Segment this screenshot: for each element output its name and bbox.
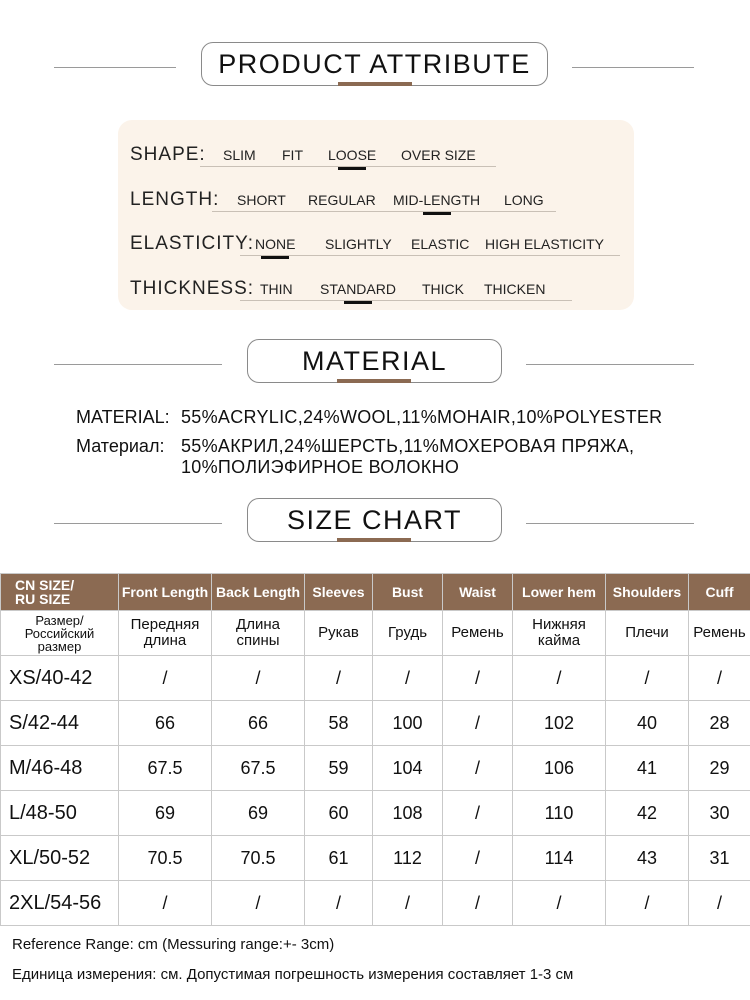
attr-label: LENGTH:	[130, 189, 220, 210]
value-cell: /	[305, 881, 373, 926]
material-ru-value-line2: 10%ПОЛИЭФИРНОЕ ВОЛОКНО	[181, 457, 460, 477]
table-row	[1, 791, 750, 836]
material-title: MATERIAL	[247, 339, 502, 383]
value-cell: /	[443, 836, 513, 881]
ru-header-cell: Ремень	[689, 611, 750, 656]
header-cell: Front Length	[119, 574, 212, 611]
value-cell: /	[443, 701, 513, 746]
header-cell: Shoulders	[606, 574, 689, 611]
value-cell: 69	[212, 791, 305, 836]
header-cell: Waist	[443, 574, 513, 611]
value-cell: 70.5	[212, 836, 305, 881]
value-cell: /	[119, 881, 212, 926]
value-cell: 100	[373, 701, 443, 746]
attr-option: THICKEN	[484, 281, 546, 297]
attr-row-shape	[118, 132, 634, 172]
header-cell: Bust	[373, 574, 443, 611]
material-ru-label: Материал:	[76, 436, 165, 456]
value-cell: /	[373, 881, 443, 926]
size-cell: XL/50-52	[1, 836, 119, 881]
attr-option: THIN	[260, 281, 293, 297]
size-cell: 2XL/54-56	[1, 881, 119, 926]
attr-label: ELASTICITY:	[130, 233, 254, 254]
attr-label: SHAPE:	[130, 144, 206, 165]
value-cell: /	[513, 656, 606, 701]
value-cell: 58	[305, 701, 373, 746]
value-cell: /	[443, 881, 513, 926]
value-cell: 66	[212, 701, 305, 746]
value-cell: 106	[513, 746, 606, 791]
table-row	[1, 881, 750, 926]
value-cell: /	[606, 656, 689, 701]
header-rule-left	[54, 364, 222, 365]
value-cell: /	[606, 881, 689, 926]
material-ru-value-line1: 55%АКРИЛ,24%ШЕРСТЬ,11%МОХЕРОВАЯ ПРЯЖА,	[181, 436, 635, 456]
header-rule-right	[526, 364, 694, 365]
size-chart-title: SIZE CHART	[247, 498, 502, 542]
attr-option: THICK	[422, 281, 464, 297]
header-accent	[338, 82, 412, 86]
attr-option: OVER SIZE	[401, 147, 476, 163]
value-cell: /	[513, 881, 606, 926]
table-row	[1, 746, 750, 791]
size-chart-header	[0, 498, 750, 548]
value-cell: 70.5	[119, 836, 212, 881]
attr-label: THICKNESS:	[130, 278, 255, 299]
attr-line	[240, 255, 620, 256]
ru-header-cell: Длина спины	[212, 611, 305, 656]
value-cell: 67.5	[119, 746, 212, 791]
value-cell: 104	[373, 746, 443, 791]
attr-row-length	[118, 177, 634, 217]
value-cell: 102	[513, 701, 606, 746]
attr-option: ELASTIC	[411, 236, 470, 252]
value-cell: /	[373, 656, 443, 701]
header-rule-left	[54, 523, 222, 524]
reference-note-en: Reference Range: cm (Messuring range:+- 3cm)	[12, 936, 335, 953]
attr-line	[240, 300, 572, 301]
reference-note-ru: Единица измерения: см. Допустимая погрешность измерения составляет 1-3 см	[12, 966, 574, 983]
attr-option: SLIGHTLY	[325, 236, 392, 252]
size-rows	[1, 656, 750, 926]
header-cell: Lower hem	[513, 574, 606, 611]
value-cell: 29	[689, 746, 750, 791]
ru-header-cell: Грудь	[373, 611, 443, 656]
value-cell: /	[689, 881, 750, 926]
attr-line	[212, 211, 556, 212]
attr-row-thickness	[118, 266, 634, 306]
header-cell: Back Length	[212, 574, 305, 611]
value-cell: /	[443, 791, 513, 836]
value-cell: 69	[119, 791, 212, 836]
value-cell: 67.5	[212, 746, 305, 791]
selected-underline	[344, 301, 372, 304]
ru-header-cell: Передняя длина	[119, 611, 212, 656]
value-cell: 28	[689, 701, 750, 746]
value-cell: /	[119, 656, 212, 701]
selected-underline	[338, 167, 366, 170]
table-ru-header-row	[1, 611, 750, 656]
attr-row-elasticity	[118, 221, 634, 261]
header-rule-left	[54, 67, 176, 68]
ru-header-cell: Ремень	[443, 611, 513, 656]
header-rule-right	[526, 523, 694, 524]
value-cell: /	[212, 881, 305, 926]
material-header	[0, 339, 750, 389]
size-cell: S/42-44	[1, 701, 119, 746]
material-en-value: 55%ACRYLIC,24%WOOL,11%MOHAIR,10%POLYESTER	[181, 407, 663, 427]
table-header-row	[1, 574, 750, 611]
selected-underline	[423, 212, 451, 215]
table-row	[1, 836, 750, 881]
header-rule-right	[572, 67, 694, 68]
ru-header-cell: Нижняя кайма	[513, 611, 606, 656]
header-cell-size: CN SIZE/ RU SIZE	[1, 574, 119, 611]
value-cell: 110	[513, 791, 606, 836]
attr-option: LONG	[504, 192, 544, 208]
size-cell: M/46-48	[1, 746, 119, 791]
size-table	[0, 573, 750, 926]
value-cell: /	[689, 656, 750, 701]
value-cell: 41	[606, 746, 689, 791]
product-attribute-header	[0, 42, 750, 92]
attr-option: SLIM	[223, 147, 256, 163]
value-cell: 40	[606, 701, 689, 746]
attr-option-selected: NONE	[255, 236, 295, 252]
value-cell: 61	[305, 836, 373, 881]
attr-option-selected: MID-LENGTH	[393, 192, 480, 208]
attr-option: SHORT	[237, 192, 286, 208]
value-cell: 66	[119, 701, 212, 746]
selected-underline	[261, 256, 289, 259]
table-row	[1, 656, 750, 701]
value-cell: 30	[689, 791, 750, 836]
value-cell: 114	[513, 836, 606, 881]
value-cell: /	[443, 656, 513, 701]
value-cell: 43	[606, 836, 689, 881]
attr-option-selected: STANDARD	[320, 281, 396, 297]
material-en-label: MATERIAL:	[76, 407, 170, 427]
attr-option: REGULAR	[308, 192, 376, 208]
value-cell: /	[305, 656, 373, 701]
attr-option: FIT	[282, 147, 303, 163]
header-accent	[337, 379, 411, 383]
attribute-panel	[118, 120, 634, 310]
value-cell: /	[212, 656, 305, 701]
value-cell: 60	[305, 791, 373, 836]
value-cell: 31	[689, 836, 750, 881]
size-cell: XS/40-42	[1, 656, 119, 701]
value-cell: 108	[373, 791, 443, 836]
header-accent	[337, 538, 411, 542]
value-cell: /	[443, 746, 513, 791]
ru-header-cell: Рукав	[305, 611, 373, 656]
ru-header-cell: Плечи	[606, 611, 689, 656]
value-cell: 112	[373, 836, 443, 881]
value-cell: 59	[305, 746, 373, 791]
value-cell: 42	[606, 791, 689, 836]
table-row	[1, 701, 750, 746]
header-cell: Cuff	[689, 574, 750, 611]
size-cell: L/48-50	[1, 791, 119, 836]
product-attribute-title: PRODUCT ATTRIBUTE	[201, 42, 548, 86]
attr-option: HIGH ELASTICITY	[485, 236, 605, 252]
header-cell: Sleeves	[305, 574, 373, 611]
attr-option-selected: LOOSE	[328, 147, 376, 163]
ru-header-cell-size: Размер/ Российский размер	[1, 611, 119, 656]
